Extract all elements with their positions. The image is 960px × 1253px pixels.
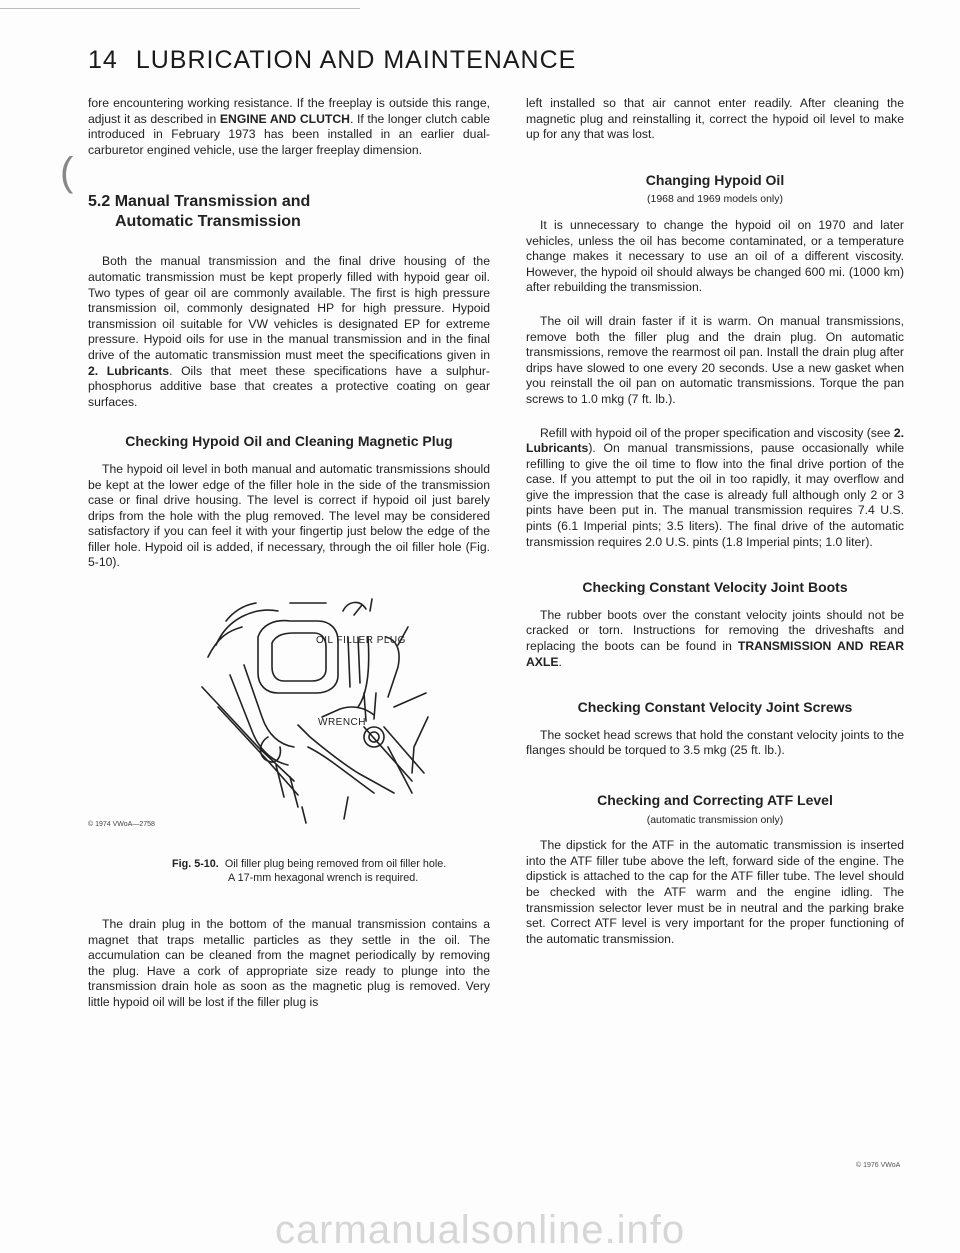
- heading-checking-hypoid: Checking Hypoid Oil and Cleaning Magnetic Plug: [125, 433, 453, 450]
- scan-mark: (: [60, 150, 74, 194]
- paragraph: Refill with hypoid oil of the proper specification and viscosity (see 2. Lubricants). On manual transmissions, pause occasionally while refilling to give the oil time to flow into the final drive portion of the case. If you attempt to put the oil in too rapidly, it may overflow and give the impression that the case is already full although only 2 or 3 pints have been put in. The manual transmission requires 7.4 U.S. pints (6.1 Imperial pints; 3.5 liters). The final drive of the automatic transmission requires 2.0 U.S. pints (1.8 Imperial pints; 1.0 liter).: [526, 425, 904, 549]
- top-rule: [0, 8, 360, 9]
- paragraph: The hypoid oil level in both manual and automatic transmissions should be kept at the lower edge of the filler hole in the side of the transmission case or final drive housing. The level is correct if hypoid oil just barely drips from the hole with the plug removed. The level may be considered satisfactory if you can feel it with your fingertip just below the edge of the filler hole. Hypoid oil is added, if necessary, through the oil filler hole (Fig. 5-10).: [88, 461, 490, 570]
- paragraph: It is unnecessary to change the hypoid oil on 1970 and later vehicles, unless the oil has become contaminated, or a temperature change makes it necessary to use an oil of a different viscosity. However, the hypoid oil should always be changed 600 mi. (1000 km) after rebuilding the transmission.: [526, 217, 904, 295]
- heading-changing-hypoid: Changing Hypoid Oil: [645, 171, 785, 188]
- paragraph: The socket head screws that hold the constant velocity joints to the flanges should be torqued to 3.5 mkg (25 ft. lb.).: [526, 727, 904, 758]
- paragraph: The rubber boots over the constant velocity joints should not be cracked or torn. Instructions for removing the driveshafts and replacing the boots can be found in TRANSMISSION AND REAR AXLE.: [526, 607, 904, 669]
- page-header: [88, 46, 576, 75]
- figure-source: © 1974 VWoA—2758: [88, 821, 155, 829]
- paragraph: The drain plug in the bottom of the manual transmission contains a magnet that traps metallic particles as they settle in the oil. The accumulation can be cleaned from the magnet periodically by removing the plug. Have a cork of appropriate size ready to plunge into the transmission drain hole as soon as the magnetic plug is removed. Very little hypoid oil will be lost if the filler plug is: [88, 917, 490, 1010]
- page-number: 14: [88, 46, 118, 74]
- heading-cv-boots: Checking Constant Velocity Joint Boots: [582, 579, 848, 596]
- paragraph: The oil will drain faster if it is warm. On manual transmissions, remove both the filler plug and the drain plug. On automatic transmissions, remove the rearmost oil pan. Install the drain plug after drips have slowed to one every 20 seconds. Use a new gasket when you reinstall the oil pan on automatic transmissions. Torque the pan screws to 1.0 mkg (7 ft. lb.).: [526, 313, 904, 406]
- section-heading-5-2: 5.2 Manual Transmission and Automatic Transmission: [88, 193, 311, 231]
- paragraph: The dipstick for the ATF in the automatic transmission is inserted into the ATF filler tube above the left, forward side of the engine. The dipstick is attached to the cap for the ATF filler tube. The level should be checked with the ATF warm and the engine idling. The transmission selector lever must be in neutral and the parking brake set. Correct ATF level is very important for the proper functioning of the automatic transmission.: [526, 838, 904, 946]
- left-column: [88, 96, 490, 1011]
- subheading: (1968 and 1969 models only): [646, 193, 783, 206]
- right-column: [526, 96, 904, 947]
- footer-watermark: carmanualsonline.info: [274, 1208, 686, 1252]
- copyright-note: © 1976 VWoA: [856, 1162, 901, 1169]
- figure-5-10: [88, 597, 490, 827]
- label-wrench: WRENCH: [318, 717, 366, 729]
- filler-plug-illustration: [198, 597, 468, 827]
- subheading: (automatic transmission only): [646, 813, 784, 826]
- label-oil-filler-plug: OIL FILLER PLUG: [316, 635, 406, 647]
- paragraph: left installed so that air cannot enter readily. After cleaning the magnetic plug and reinstalling it, correct the hypoid oil level to make up for any that was lost.: [526, 96, 904, 142]
- header-title: LUBRICATION AND MAINTENANCE: [135, 46, 577, 74]
- heading-atf-level: Checking and Correcting ATF Level: [597, 792, 833, 808]
- paragraph: Both the manual transmission and the final drive housing of the automatic transmission must be kept properly filled with hypoid gear oil. Two types of gear oil are commonly available. The first is high pressure transmission oil, commonly designated HP for high pressure. Hypoid transmission oil suitable for VW vehicles is designated EP for extreme pressure. Hypoid oils for use in the manual transmission and in the final drive of the automatic transmission must meet the specifications given in 2. Lubricants. Oils that meet these specifications have a sulphur-phosphorus additive base that creates a protective coating on gear surfaces.: [88, 254, 490, 409]
- heading-cv-screws: Checking Constant Velocity Joint Screws: [577, 699, 853, 716]
- figure-caption: Fig. 5-10. Oil filler plug being removed from oil filler hole. A 17-mm hexagonal wrench is required.: [172, 858, 447, 885]
- paragraph: fore encountering working resistance. If the freeplay is outside this range, adjust it as described in ENGINE AND CLUTCH. If the longer clutch cable introduced in February 1973 has been installed in an earlier dual-carburetor engined vehicle, use the larger freeplay dimension.: [88, 96, 490, 157]
